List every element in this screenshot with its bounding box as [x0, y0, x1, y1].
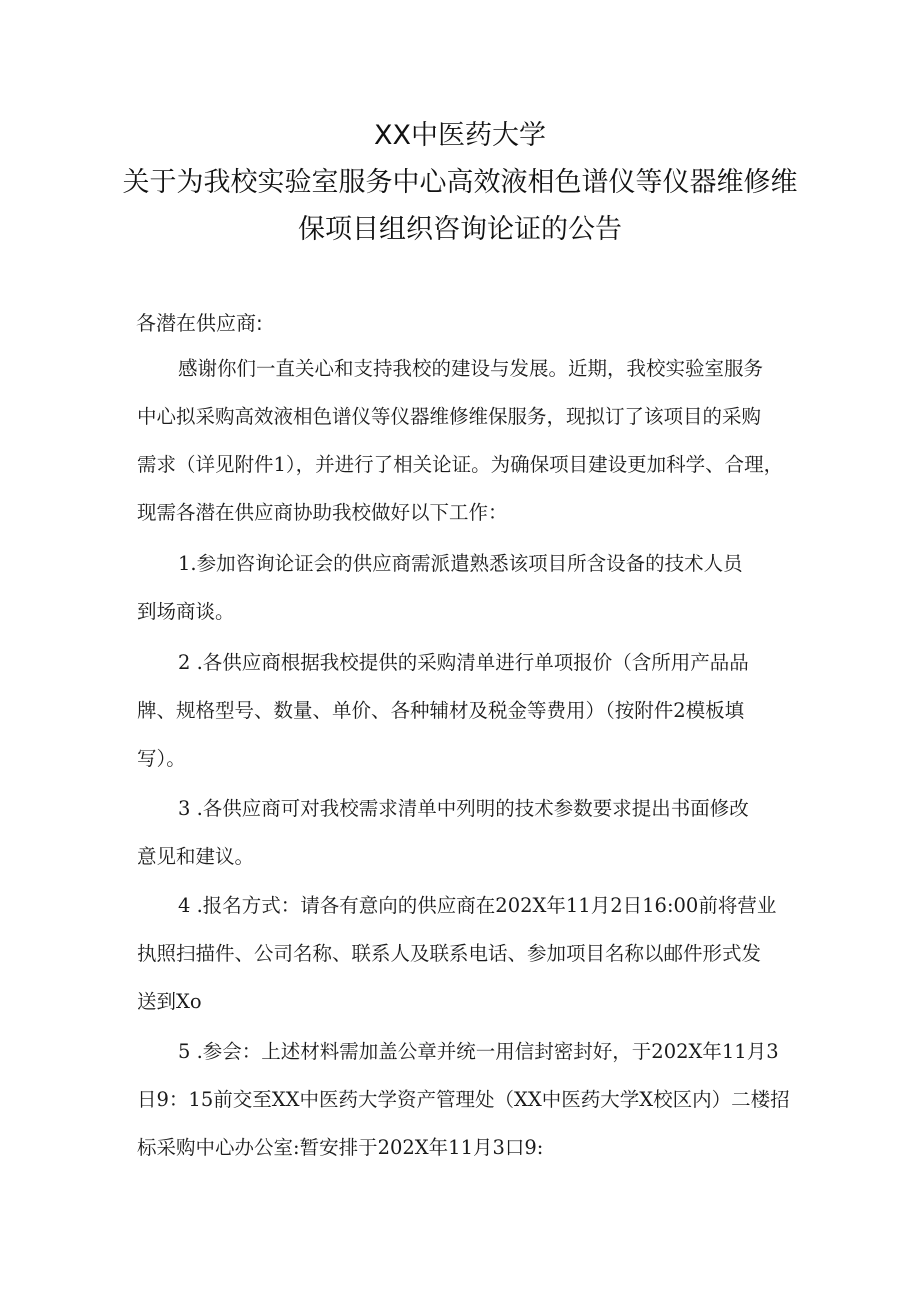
salutation: 各潜在供应商:	[136, 311, 263, 335]
item-2-line: 2 .各供应商根据我校提供的采购清单进行单项报价（含所用产品品	[178, 651, 749, 674]
item-1-line: 到场商谈。	[137, 600, 235, 623]
item-5-line: 标采购中心办公室:暂安排于202X年11月3口9:	[137, 1136, 544, 1159]
item-5-line: 5 .参会：上述材料需加盖公章并统一用信封密封好，于202X年11月3	[178, 1040, 779, 1063]
title-line-university: XX中医药大学	[374, 120, 546, 151]
item-1-line: 1.参加咨询论证会的供应商需派遣熟悉该项目所含设备的技术人员	[178, 552, 743, 575]
item-5-line: 日9：15前交至XX中医药大学资产管理处（XX中医药大学X校区内）二楼招	[137, 1088, 790, 1111]
item-3-line: 意见和建议。	[137, 845, 255, 868]
item-2-line: 写）。	[137, 747, 186, 770]
intro-line: 感谢你们一直关心和支持我校的建设与发展。近期，我校实验室服务	[178, 357, 764, 380]
title-line-subject: 关于为我校实验室服务中心高效液相色谱仪等仪器维修维	[122, 167, 798, 198]
item-3-line: 3 .各供应商可对我校需求清单中列明的技术参数要求提出书面修改	[178, 797, 749, 820]
item-4-line: 送到Xo	[137, 990, 202, 1013]
document-title	[0, 112, 920, 253]
item-4-line: 执照扫描件、公司名称、联系人及联系电话、参加项目名称以邮件形式发	[137, 942, 762, 965]
item-2-line: 牌、规格型号、数量、单价、各种辅材及税金等费用）（按附件2模板填	[137, 699, 745, 722]
intro-line: 中心拟采购高效液相色谱仪等仪器维修维保服务，现拟订了该项目的采购	[137, 405, 762, 428]
intro-line: 需求（详见附件1），并进行了相关论证。为确保项目建设更加科学、合理，	[137, 453, 784, 476]
title-line-subject-end: 保项目组织咨询论证的公告	[298, 214, 622, 245]
intro-line: 现需各潜在供应商协助我校做好以下工作：	[137, 501, 508, 524]
item-4-line: 4 .报名方式：请各有意向的供应商在202X年11月2日16:00前将营业	[178, 894, 777, 917]
